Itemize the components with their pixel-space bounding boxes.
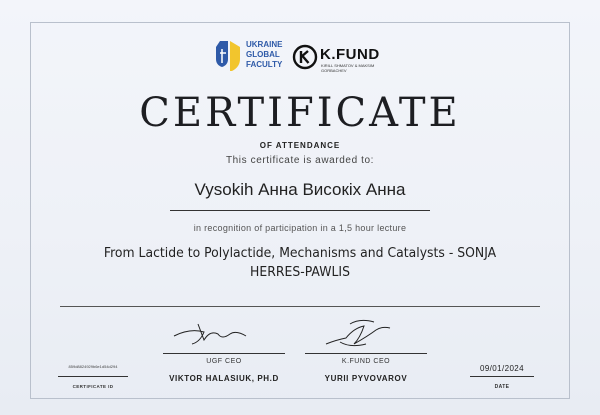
certificate-id-label: CERTIFICATE ID <box>72 384 114 389</box>
ugf-logo-icon <box>214 37 244 77</box>
signatory-role: UGF CEO <box>206 358 242 365</box>
kfund-logo-subtext: KIRILL SHMATOV & MAKSIM GORBACHEV <box>321 63 375 73</box>
lecture-title: From Lactide to Polylactide, Mechanisms and Catalysts - SONJA HERRES-PAWLIS <box>103 245 497 280</box>
kfund-logo-icon <box>292 44 318 70</box>
date-label: DATE <box>494 384 510 390</box>
signatory-name: VIKTOR HALASIUK, PH.D <box>169 374 279 383</box>
signatory-role: K.FUND CEO <box>341 358 391 365</box>
signature-kfund-ceo <box>320 314 400 354</box>
signature-line-ugf <box>163 353 285 354</box>
recipient-underline <box>170 210 430 211</box>
certificate-id-value: 859d8824929b6e1d54d294 <box>68 364 118 369</box>
signature-line-kfund <box>305 353 427 354</box>
divider-line <box>60 306 540 307</box>
awarded-text: This certificate is awarded to: <box>225 155 375 166</box>
ugf-logo-line: FACULTY <box>246 60 283 69</box>
recipient-name: Vysokih Анна Високіх Анна <box>194 180 406 199</box>
ugf-logo-line: GLOBAL <box>246 50 280 59</box>
date-value: 09/01/2024 <box>479 364 525 373</box>
signatory-name: YURII PYVOVAROV <box>324 374 408 383</box>
date-line <box>470 376 534 377</box>
kfund-logo-wordmark: K.FUND <box>320 46 380 63</box>
certificate-id-line <box>58 376 128 377</box>
logos-row <box>210 35 390 81</box>
recognition-text: in recognition of participation in a 1,5 hour lecture <box>193 223 407 233</box>
certificate-title: CERTIFICATE <box>139 90 461 136</box>
certificate-subtitle: OF ATTENDANCE <box>259 141 341 150</box>
ugf-logo-line: UKRAINE <box>246 40 283 49</box>
signature-ugf-ceo <box>170 318 250 348</box>
